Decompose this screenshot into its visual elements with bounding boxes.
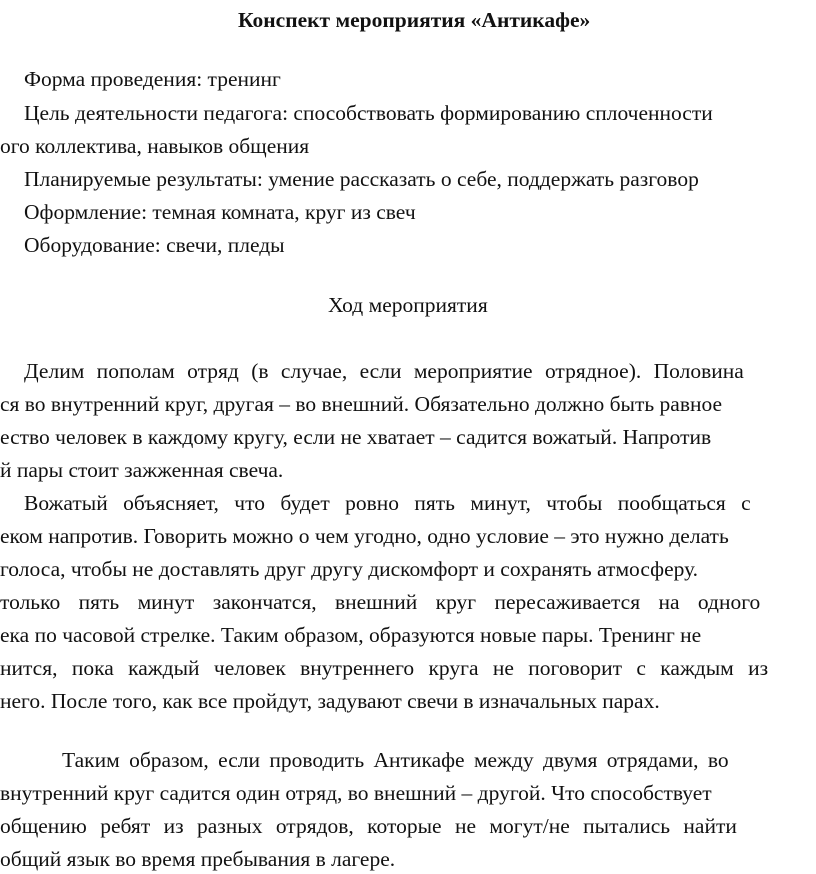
paragraph-1-line-1: Делим пополам отряд (в случае, если мероприятие отрядное). Половина <box>24 359 744 383</box>
paragraph-2-line-4: только пять минут закончатся, внешний круг пересаживается на одного <box>0 590 761 614</box>
paragraph-1-line-4: й пары стоит зажженная свеча. <box>0 458 284 482</box>
paragraph-3-line-2: внутренний круг садится один отряд, во внешний – другой. Что способствует <box>0 781 712 805</box>
goal-line-2: ого коллектива, навыков общения <box>0 134 310 158</box>
section-heading: Ход мероприятия <box>328 293 488 317</box>
paragraph-2-line-6: нится, пока каждый человек внутреннего круга не поговорит с каждым из <box>0 656 769 680</box>
form-line: Форма проведения: тренинг <box>24 67 281 91</box>
paragraph-1-line-2: ся во внутренний круг, другая – во внешний. Обязательно должно быть равное <box>0 392 723 416</box>
paragraph-1-line-3: ество человек в каждому кругу, если не хватает – садится вожатый. Напротив <box>0 425 712 449</box>
paragraph-3-line-1: Таким образом, если проводить Антикафе между двумя отрядами, во <box>62 748 729 772</box>
paragraph-2-line-1: Вожатый объясняет, что будет ровно пять минут, чтобы пообщаться с <box>24 491 751 515</box>
decoration-line: Оформление: темная комната, круг из свеч <box>24 200 416 224</box>
equipment-line: Оборудование: свечи, пледы <box>24 233 285 257</box>
paragraph-2-line-7: него. После того, как все пройдут, задувают свечи в изначальных парах. <box>0 689 660 713</box>
paragraph-3-line-4: общий язык во время пребывания в лагере. <box>0 847 396 871</box>
paragraph-2-line-3: голоса, чтобы не доставлять друг другу дискомфорт и сохранять атмосферу. <box>0 557 699 581</box>
paragraph-2-line-5: ека по часовой стрелке. Таким образом, образуются новые пары. Тренинг не <box>0 623 702 647</box>
paragraph-2-line-2: еком напротив. Говорить можно о чем угодно, одно условие – это нужно делать <box>0 524 729 548</box>
paragraph-3-line-3: общению ребят из разных отрядов, которые не могут/не пытались найти <box>0 814 737 838</box>
document-title: Конспект мероприятия «Антикафе» <box>238 8 591 32</box>
goal-line-1: Цель деятельности педагога: способствовать формированию сплоченности <box>24 101 713 125</box>
results-line: Планируемые результаты: умение рассказать о себе, поддержать разговор <box>24 167 699 191</box>
